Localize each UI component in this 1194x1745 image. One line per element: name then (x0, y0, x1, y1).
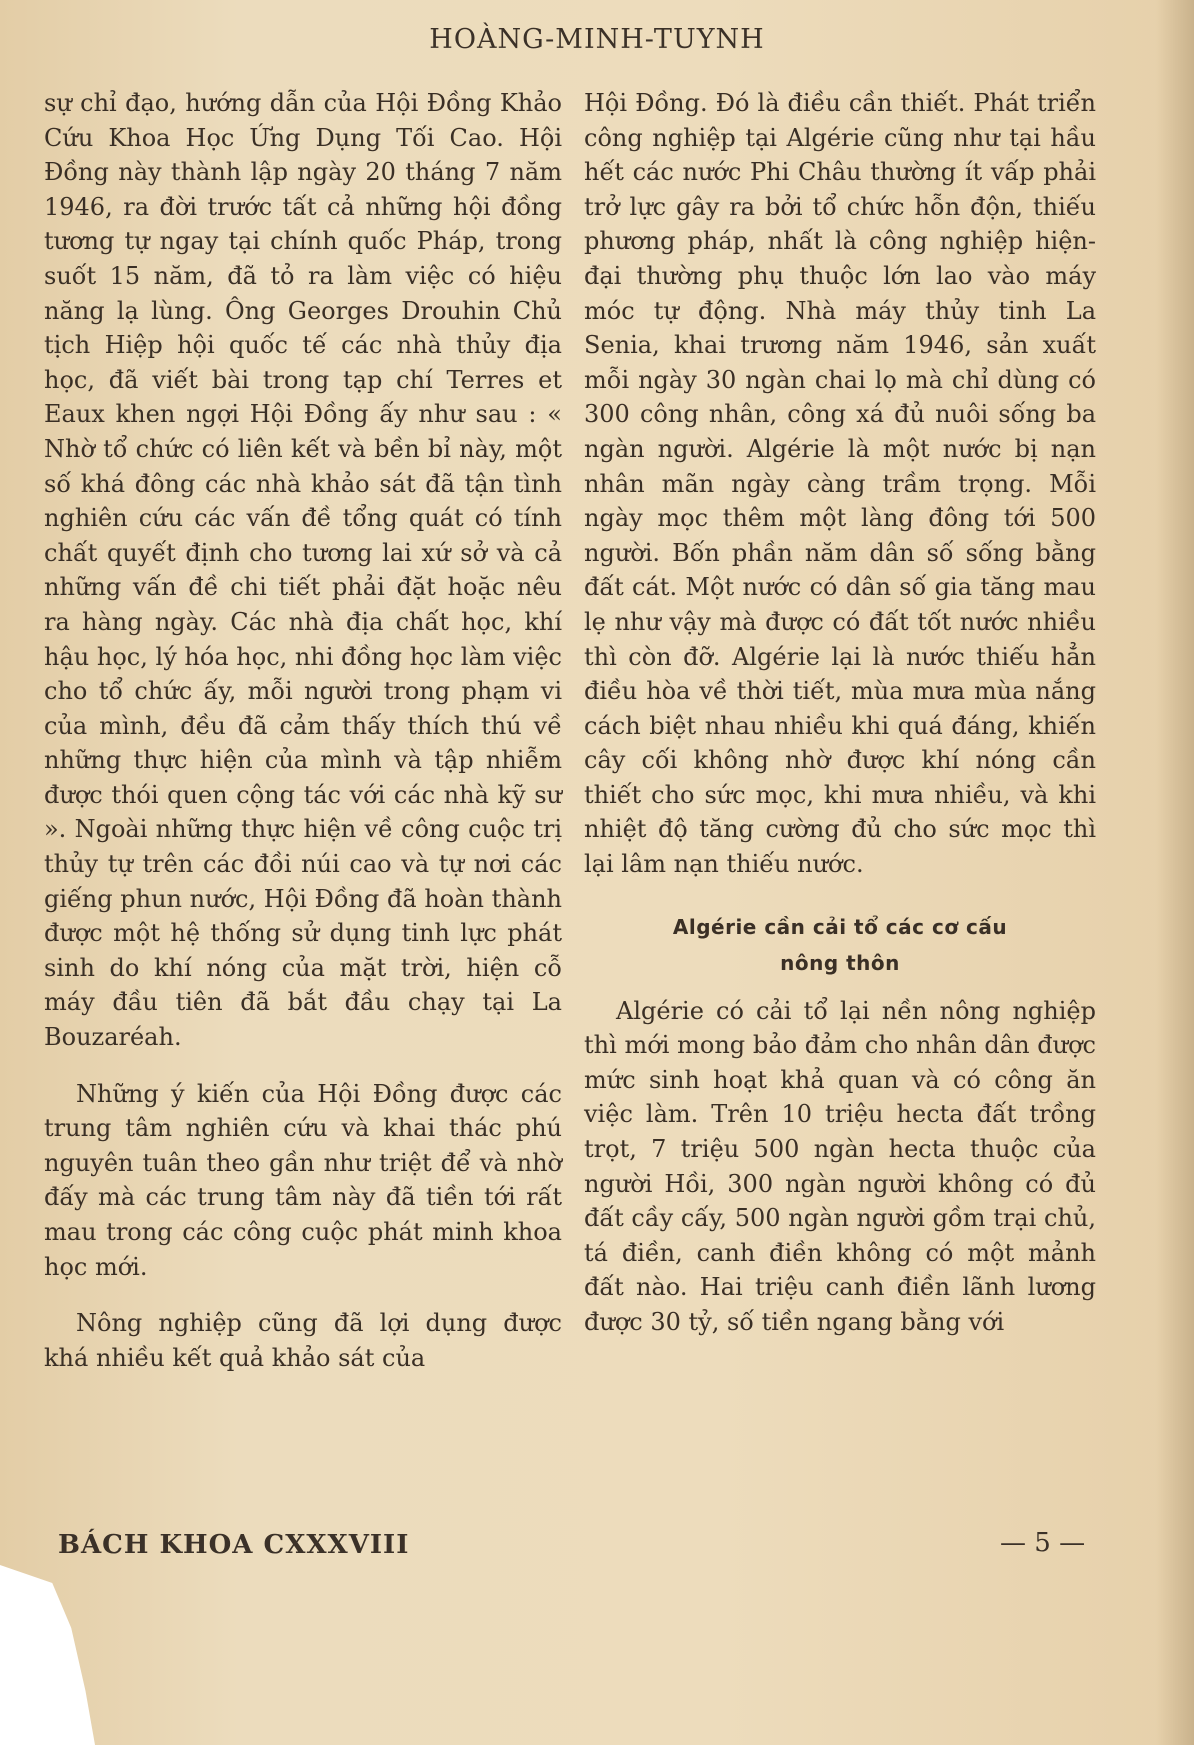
section-heading-line-2: nông thôn (780, 950, 900, 975)
left-column (44, 86, 562, 1375)
page-edge-shadow (1156, 0, 1194, 1745)
left-paragraph-1: sự chỉ đạo, hướng dẫn của Hội Đồng Khảo Cứu Khoa Học Ứng Dụng Tối Cao. Hội Đồng này thành lập ngày 20 tháng 7 năm 1946, ra đời trước tất cả những hội đồng tương tự ngay tại chính quốc Pháp, trong suốt 15 năm, đã tỏ ra làm việc có hiệu năng lạ lùng. Ông Georges Drouhin Chủ tịch Hiệp hội quốc tế các nhà thủy địa học, đã viết bài trong tạp chí Terres et Eaux khen ngợi Hội Đồng ấy như sau : « Nhờ tổ chức có liên kết và bền bỉ này, một số khá đông các nhà khảo sát đã tận tình nghiên cứu các vấn đề tổng quát có tính chất quyết định cho tương lai xứ sở và cả những vấn đề chi tiết phải đặt hoặc nêu ra hàng ngày. Các nhà địa chất học, khí hậu học, lý hóa học, nhi đồng học làm việc cho tổ chức ấy, mỗi người trong phạm vi của mình, đều đã cảm thấy thích thú về những thực hiện của mình và tập nhiễm được thói quen cộng tác với các nhà kỹ sư ». Ngoài những thực hiện về công cuộc trị thủy tự trên các đồi núi cao và tự nơi các giếng phun nước, Hội Đồng đã hoàn thành được một hệ thống sử dụng tinh lực phát sinh do khí nóng của mặt trời, hiện cỗ máy đầu tiên đã bắt đầu chạy tại La Bouzaréah. (44, 89, 562, 1052)
left-paragraph-3: Nông nghiệp cũng đã lợi dụng được khá nhiều kết quả khảo sát của (44, 1309, 562, 1372)
section-heading: Algérie cần cải tổ các cơ cấu (672, 914, 1008, 939)
left-paragraph-2: Những ý kiến của Hội Đồng được các trung tâm nghiên cứu và khai thác phú nguyên tuân theo gần như triệt để và nhờ đấy mà các trung tâm này đã tiền tới rất mau trong các công cuộc phát minh khoa học mới. (44, 1079, 562, 1281)
right-paragraph-1: Hội Đồng. Đó là điều cần thiết. Phát triển công nghiệp tại Algérie cũng như tại hầu hết các nước Phi Châu thường ít vấp phải trở lực gây ra bởi tổ chức hỗn độn, thiếu phương pháp, nhất là công nghiệp hiện-đại thường phụ thuộc lớn lao vào máy móc tự động. Nhà máy thủy tinh La Senia, khai trương năm 1946, sản xuất mỗi ngày 30 ngàn chai lọ mà chỉ dùng có 300 công nhân, công xá đủ nuôi sống ba ngàn người. Algérie là một nước bị nạn nhân mãn ngày càng trầm trọng. Mỗi ngày mọc thêm một làng đông tới 500 người. Bốn phần năm dân số sống bằng đất cát. Một nước có dân số gia tăng mau lẹ như vậy mà được có đất tốt nước nhiều thì còn đỡ. Algérie lại là nước thiếu hẳn điều hòa về thời tiết, mùa mưa mùa nắng cách biệt nhau nhiều khi quá đáng, khiến cây cối không nhờ được khí nóng cần thiết cho sức mọc, khi mưa nhiều, và khi nhiệt độ tăng cường đủ cho sức mọc thì lại lâm nạn thiếu nước. (584, 89, 1096, 879)
page-number: — 5 — (1000, 1528, 1086, 1558)
right-paragraph-2: Algérie có cải tổ lại nền nông nghiệp thì mới mong bảo đảm cho nhân dân được mức sinh hoạt khả quan và có công ăn việc làm. Trên 10 triệu hecta đất trồng trọt, 7 triệu 500 ngàn hecta thuộc của người Hồi, 300 ngàn người không có đủ đất cầy cấy, 500 ngàn người gồm trại chủ, tá điền, canh điền không có một mảnh đất nào. Hai triệu canh điền lãnh lương được 30 tỷ, số tiền ngang bằng với (584, 996, 1096, 1336)
magazine-issue: BÁCH KHOA CXXXVIII (58, 1530, 410, 1560)
page-header: HOÀNG-MINH-TUYNH (429, 24, 765, 55)
right-column (584, 86, 1096, 1340)
